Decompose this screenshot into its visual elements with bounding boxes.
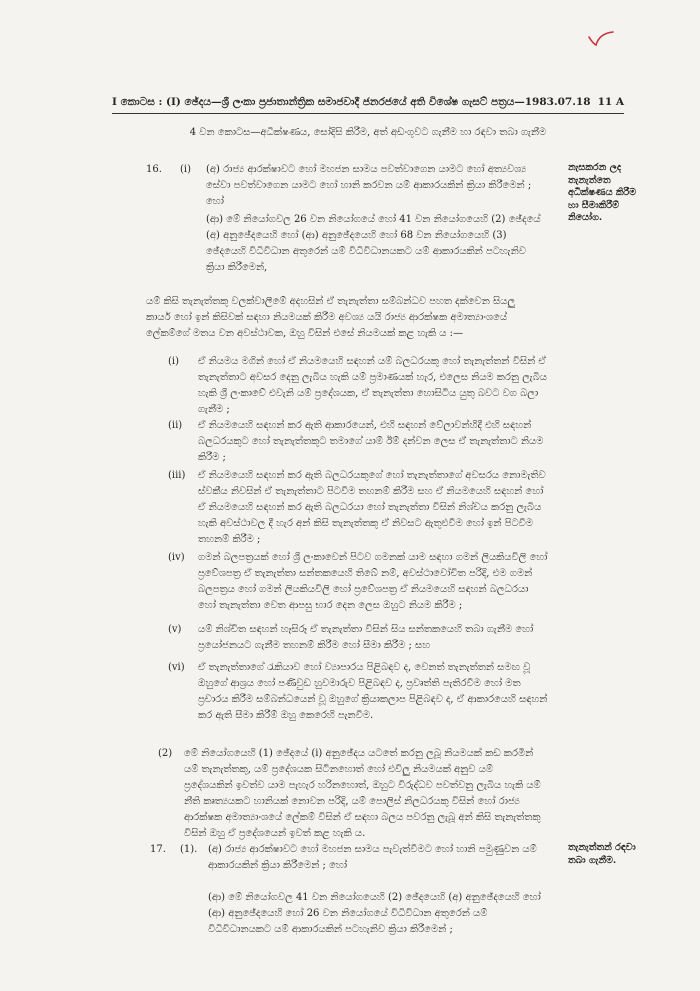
- margin-note-16: නැසකරන ලද තැනැත්තෙ අධීක්ෂණය කිරීම හා සීමාකිරීම් නියෝග.: [568, 162, 637, 223]
- item-number: (vi): [168, 662, 185, 673]
- list-item-iv: [168, 550, 548, 614]
- header-title: I කොටස : (I) ඡේදය—ශ්‍රී ලංකා ප්‍රජාතාන්ත්‍රික සමාජවාදී ජනරජයේ අති විශේෂ ගැසට් පත්‍රය—1983.07.18: [112, 96, 591, 108]
- checkmark-annotation: [586, 28, 616, 50]
- section-16-lead-paragraph: යම් කිසි තැනැත්තකු වලක්වාලීමේ අදහසින් ඒ තැනැත්තා සම්බන්ධව පහත දක්වෙන සියලු කාර්ය හෝ ඉන් කිසිවක් සඳහා නියමයක් කිරීම අවශ්‍ය යයි රාජ්‍ය ආරක්ෂක අමාත්‍යාංශයේ ලේකම්ගේ මතය වන අවස්ථාවක, ඔහු විසින් එසේ නියමයක් කළ හැකි ය :—: [146, 296, 515, 339]
- section-16-sub1-label: (i): [180, 164, 192, 175]
- list-item-v: [168, 622, 548, 654]
- item-number: (iii): [168, 470, 186, 481]
- section-17-clause-aa: (ආ) මේ නියෝගවල 41 වන නියෝගයෙහි (2) ඡේදයෙහි (අ) අනුඡේදයෙහි හෝ (ආ) අනුඡේදයෙහි හෝ 26 වන නියෝගයේ විධිවිධාන අතුරෙන් යම් විධිවිධානයකට යම් ආකාරයකින් පටහැනිව ක්‍රියා කිරීමෙන් ;: [208, 892, 541, 935]
- item-number: (iv): [168, 552, 185, 563]
- item-text: ඒ නියමයෙහි සඳහන් කර ඇති ආකාරයෙන්, එහි සඳහන් වේලාවන්හිදී එහි සඳහන් බලධරයකුට හෝ තැනැත්තකුට තමාගේ යාම් ඊම් දන්වන ලෙස ඒ තැනැත්තාට නියම කිරීම ;: [198, 420, 544, 463]
- item-number: (ii): [168, 420, 183, 431]
- item-text: ඒ නියමයෙහි සඳහන් කර ඇති බලධරයකුගේ හෝ තැනැත්තාගේ අවසරය නොමැතිව ස්වකීය නිවසින් ඒ තැනැත්තාට පිටවීම තහනම් කිරීම සහ ඒ නියමයෙහි සඳහන් හෝ ඒ නියමයෙහි සඳහන් කර ඇති බලධරයා හෝ තැනැත්තා විසින් නිශ්චය කරනු ලැබිය හැකි අවස්ථාවල දී හැර අන් කිසි තැනැත්තකු ඒ නිවසට ඇතුළුවීම හෝ ඉන් පිටවීම තහනම් කිරීම ;: [198, 470, 546, 545]
- section-17-sub1-label: (1).: [180, 844, 198, 855]
- page-number: 11 A: [597, 96, 624, 108]
- item-text: ඒ තැනැත්තාගේ රැකියාව හෝ ව්‍යාපාරය පිළිබඳව ද, වෙනත් තැනැත්තන් සමඟ වූ ඔහුගේ ආශ්‍රය හෝ පණිවුඩ හුවමාරුව පිළිබඳව ද, ප්‍රවෘත්ති පැතිරවීම හෝ මත ප්‍රචාරය කිරීම සම්බන්ධයෙන් වූ ඔහුගේ ක්‍රියාකලාප පිළිබඳව ද, ඒ ආකාරයෙහි සඳහන් කර ඇති සීමා කිරීම් ඔහු කෙරෙහි පැනවීම.: [198, 662, 548, 721]
- list-item-ii: [168, 418, 548, 466]
- section-16-clause-a: (අ) රාජ්‍ය ආරක්ෂාවට හෝ මහජන සාමය පවත්වාගෙන යාමට හෝ අත්‍යවශ්‍ය සේවා පවත්වාගෙන යාමට හෝ හානි කරවන යම් ආකාරයකින් ක්‍රියා කිරීමෙන් ; හෝ: [206, 164, 532, 207]
- section-17-clause-a: (අ) රාජ්‍ය ආරක්ෂාවට හෝ මහජන සාමය පැවැත්වීමට හෝ හානි පමුණුවන යම් ආකාරයකින් ක්‍රියා කිරීමෙන් ; හෝ: [208, 844, 537, 871]
- section-16-clause-aa: (ආ) මේ නියෝගවල 26 වන නියෝගයේ හෝ 41 වන නියෝගයෙහි (2) ඡේදයේ (අ) අනුඡේදයෙහි හෝ (ආ) අනුඡේදයෙහි හෝ 68 වන නියෝගයෙහි (3) ඡේදයෙහි විධිවිධාන අතුරෙන් යම් විධිවිධානයකට යම් ආකාරයකින් පටහැනිව ක්‍රියා කිරීමෙන්,: [206, 214, 541, 273]
- item-text: ඒ නියමය මගින් හෝ ඒ නියමයෙහි සඳහන් යම් බලධරයකු හෝ තැනැත්තන් විසින් ඒ තැනැත්තාට අවසර දෙනු ලැබිය හැකි යම් ප්‍රමාණයක් හැර, එලෙස නියම කරනු ලැබිය හැකි ශ්‍රී ලංකාවේ එවැනි යම් ප්‍රදේශයක, ඒ තැනැත්තා හොසිටිය යුතු බවට වග බලා ගැනීම ;: [198, 356, 547, 415]
- list-item-vi: [168, 660, 548, 724]
- list-item-iii: [168, 468, 548, 548]
- section-17-number: 17.: [150, 844, 166, 855]
- item-text: යම් නිශ්චිත සඳහන් හෑසිරූ ඒ තැනැත්තා විසින් සිය සන්තකයෙහි තබා ගැනීම හෝ ප්‍රයෝජනයට ගැනීම තහනම් කිරීම හෝ සීමා කිරීම ; සහ: [198, 624, 534, 651]
- section-16-sub2-number: (2): [158, 748, 173, 759]
- section-16-sub2-text: මේ නියෝගයෙහි (1) ඡේදයේ (i) අනුඡේදය යටතේ කරනු ලබූ නියමයක් කඩ කරමින් යම් තැනැත්තකු, යම් ප්‍රදේශයක සිටිනහොත් හෝ එවිලු නියමයක් අනුව යම් ප්‍රදේශයකින් ඉවත්ව යාම පැහැර හරිනහොත්, ඔහුට විරුද්ධව පවත්වනු ලැබිය හැකි යම් නීති කෘත්‍යයකට හානියක් නොවන පරිදි, යම් පොලිස් නිලධරයකු විසින් හෝ රාජ්‍ය ආරක්ෂක අමාත්‍යාංශයේ ලේකම් විසින් ඒ සඳහා බලය පවරනු ලැබූ අන් කිසි තැනැත්තකු විසින් ඔහු ඒ ප්‍රදේශයෙන් ඉවත් කළ හැකි ය.: [184, 748, 541, 839]
- margin-note-17: තැනැත්තන් රඳවා තබා ගැනීම.: [568, 842, 636, 866]
- item-text: ගමන් බලපත්‍රයක් හෝ ශ්‍රී ලංකාවෙන් පිටව ගමනක් යාම සඳහා ගමන් ලියකියවිලි හෝ ප්‍රවේශපත්‍ර ඒ තැනැත්තා සන්තකයෙහි තිබේ නම්, අවස්ථාවෝචිත පරිදි, එම ගමන් බලපත්‍රය හෝ ගමන් ලියකියවිලි හෝ ප්‍රවේශපත්‍ර ඒ නියමයෙහි සඳහන් බලධරයා හෝ තැනැත්තා වෙත ආපසු භාර දෙන ලෙස ඔහුට නියම කිරීම ;: [198, 552, 548, 611]
- header-rule: [112, 113, 624, 114]
- item-number: (v): [168, 624, 182, 635]
- section-16-number: 16.: [146, 164, 162, 175]
- page-header: [112, 96, 624, 109]
- part-heading: 4 වන කොටස—අධීක්ෂණය, සෝදිසි කිරීම, අත් අඩංගුවට ගැනීම හා රඳවා තබා ගැනීම: [189, 127, 547, 138]
- list-item-i: [168, 354, 548, 418]
- item-number: (i): [168, 356, 180, 367]
